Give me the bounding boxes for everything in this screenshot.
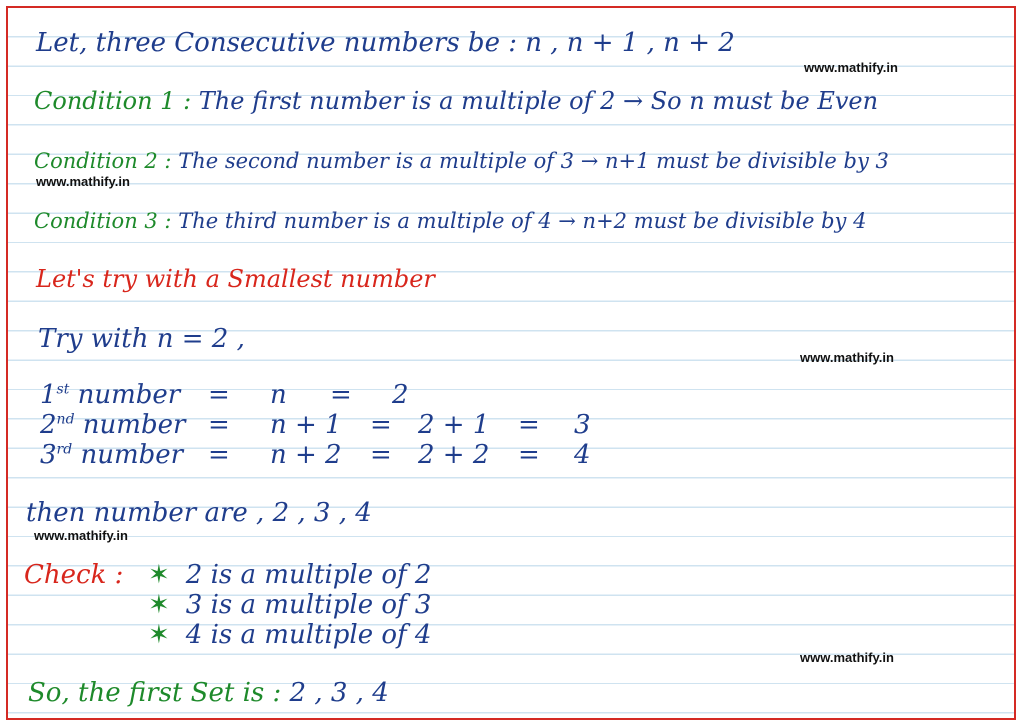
condition-2 bbox=[34, 146, 889, 176]
row-eq: = bbox=[330, 380, 352, 410]
row-value: 3 bbox=[574, 410, 591, 440]
watermark: www.mathify.in bbox=[34, 528, 128, 543]
row-ordinal-suffix: rd bbox=[56, 441, 73, 458]
watermark: www.mathify.in bbox=[36, 174, 130, 189]
condition-1 bbox=[34, 86, 878, 116]
row-eq: = bbox=[370, 440, 392, 470]
check-label: Check : bbox=[24, 560, 124, 590]
row-ordinal-suffix: st bbox=[56, 381, 70, 398]
watermark: www.mathify.in bbox=[804, 60, 898, 75]
intro-line: Let, three Consecutive numbers be : n , n + 1 , n + 2 bbox=[36, 28, 735, 58]
notebook-page bbox=[6, 6, 1016, 720]
row-expr: n + 1 bbox=[270, 410, 342, 440]
try-smallest-heading: Let's try with a Smallest number bbox=[36, 265, 435, 293]
conclusion-line bbox=[28, 678, 389, 708]
check-text: 4 is a multiple of 4 bbox=[185, 620, 432, 650]
condition-1-label: Condition 1 : bbox=[34, 87, 192, 115]
row-ordinal: 2 bbox=[40, 410, 57, 440]
try-line: Try with n = 2 , bbox=[38, 324, 245, 354]
condition-3-text: The third number is a multiple of 4 → n+2 must be divisible by 4 bbox=[178, 209, 867, 233]
row-word: number bbox=[82, 410, 186, 440]
row-sub: 2 + 2 bbox=[418, 440, 490, 470]
row-ordinal: 1 bbox=[40, 380, 57, 410]
row-word: number bbox=[80, 440, 184, 470]
row-word: number bbox=[77, 380, 181, 410]
check-text: 3 is a multiple of 3 bbox=[185, 590, 432, 620]
row-eq: = bbox=[208, 380, 230, 410]
row-value: 2 bbox=[392, 380, 409, 410]
condition-3-label: Condition 3 : bbox=[34, 209, 172, 233]
row-eq: = bbox=[208, 410, 230, 440]
conclusion-value: 2 , 3 , 4 bbox=[289, 678, 389, 708]
star-icon: ✶ bbox=[148, 620, 170, 650]
condition-3 bbox=[34, 206, 866, 236]
watermark: www.mathify.in bbox=[800, 650, 894, 665]
conclusion-label: So, the first Set is : bbox=[28, 678, 282, 708]
check-item bbox=[148, 620, 431, 650]
row-value: 4 bbox=[574, 440, 591, 470]
condition-2-label: Condition 2 : bbox=[34, 149, 172, 173]
row-ordinal: 3 bbox=[40, 440, 57, 470]
watermark: www.mathify.in bbox=[800, 350, 894, 365]
row-expr: n bbox=[270, 380, 287, 410]
condition-1-text: The first number is a multiple of 2 → So n must be Even bbox=[198, 87, 879, 115]
star-icon: ✶ bbox=[148, 560, 170, 590]
star-icon: ✶ bbox=[148, 590, 170, 620]
check-item bbox=[148, 560, 431, 590]
check-item bbox=[148, 590, 431, 620]
row-eq: = bbox=[370, 410, 392, 440]
row-sub: 2 + 1 bbox=[418, 410, 490, 440]
numbers-line: then number are , 2 , 3 , 4 bbox=[26, 498, 372, 528]
condition-2-text: The second number is a multiple of 3 → n+1 must be divisible by 3 bbox=[178, 149, 889, 173]
row-expr: n + 2 bbox=[270, 440, 342, 470]
check-text: 2 is a multiple of 2 bbox=[185, 560, 432, 590]
row-eq: = bbox=[518, 410, 540, 440]
row-ordinal-suffix: nd bbox=[56, 411, 75, 428]
row-eq: = bbox=[208, 440, 230, 470]
row-eq: = bbox=[518, 440, 540, 470]
